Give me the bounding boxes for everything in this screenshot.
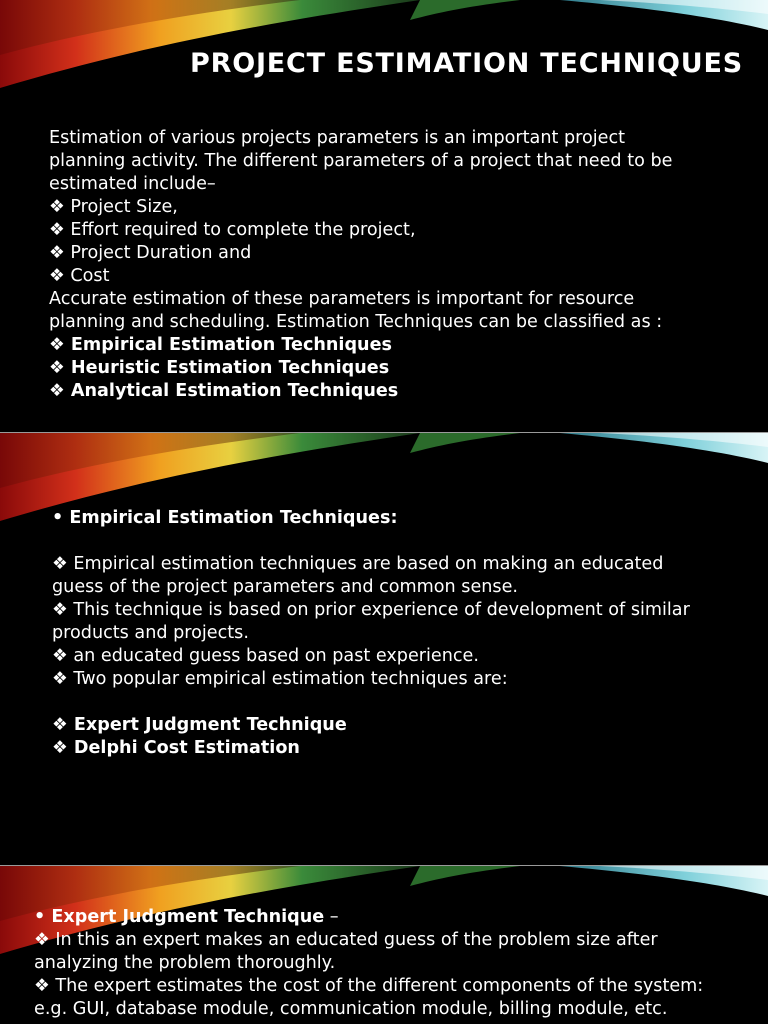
bullet-item: ❖ Empirical estimation techniques are based on making an educated — [52, 554, 664, 574]
bullet-item: ❖ an educated guess based on past experience. — [52, 646, 479, 666]
slide-3-body — [34, 906, 703, 1021]
technique-bullet: ❖ Empirical Estimation Techniques — [49, 335, 392, 355]
technique-bullet: ❖ Delphi Cost Estimation — [52, 738, 300, 758]
section-heading — [34, 906, 703, 929]
body-line: products and projects. — [52, 623, 249, 643]
slide-1-body — [49, 127, 672, 403]
slide-2 — [0, 433, 768, 865]
technique-bullet: ❖ Heuristic Estimation Techniques — [49, 358, 390, 378]
bullet-item: ❖ The expert estimates the cost of the different components of the system: — [34, 976, 704, 996]
technique-bullet: ❖ Analytical Estimation Techniques — [49, 381, 399, 401]
section-heading-dash: – — [324, 907, 339, 927]
bullet-item: ❖ In this an expert makes an educated guess of the problem size after — [34, 930, 658, 950]
bullet-item: ❖ This technique is based on prior experience of development of similar — [52, 600, 690, 620]
body-line: planning activity. The different parameters of a project that need to be — [49, 151, 673, 171]
bullet-item: ❖ Project Size, — [49, 197, 178, 217]
slide-3 — [0, 866, 768, 1024]
body-line: e.g. GUI, database module, communication module, billing module, etc. — [34, 999, 668, 1019]
section-heading-bold: • Expert Judgment Technique — [34, 907, 325, 927]
body-line: analyzing the problem thoroughly. — [34, 953, 336, 973]
body-line: Accurate estimation of these parameters is important for resource — [49, 289, 635, 309]
technique-bullet: ❖ Expert Judgment Technique — [52, 715, 347, 735]
body-line: planning and scheduling. Estimation Techniques can be classified as : — [49, 312, 663, 332]
slide-2-body — [52, 507, 690, 760]
body-line: estimated include– — [49, 174, 216, 194]
slide-1 — [0, 0, 768, 432]
section-heading: • Empirical Estimation Techniques: — [52, 508, 398, 528]
bullet-item: ❖ Project Duration and — [49, 243, 252, 263]
bullet-item: ❖ Effort required to complete the project, — [49, 220, 416, 240]
slide-title: PROJECT ESTIMATION TECHNIQUES — [190, 48, 743, 79]
bullet-item: ❖ Cost — [49, 266, 110, 286]
body-line: guess of the project parameters and common sense. — [52, 577, 519, 597]
bullet-item: ❖ Two popular empirical estimation techniques are: — [52, 669, 508, 689]
body-line: Estimation of various projects parameters is an important project — [49, 128, 626, 148]
